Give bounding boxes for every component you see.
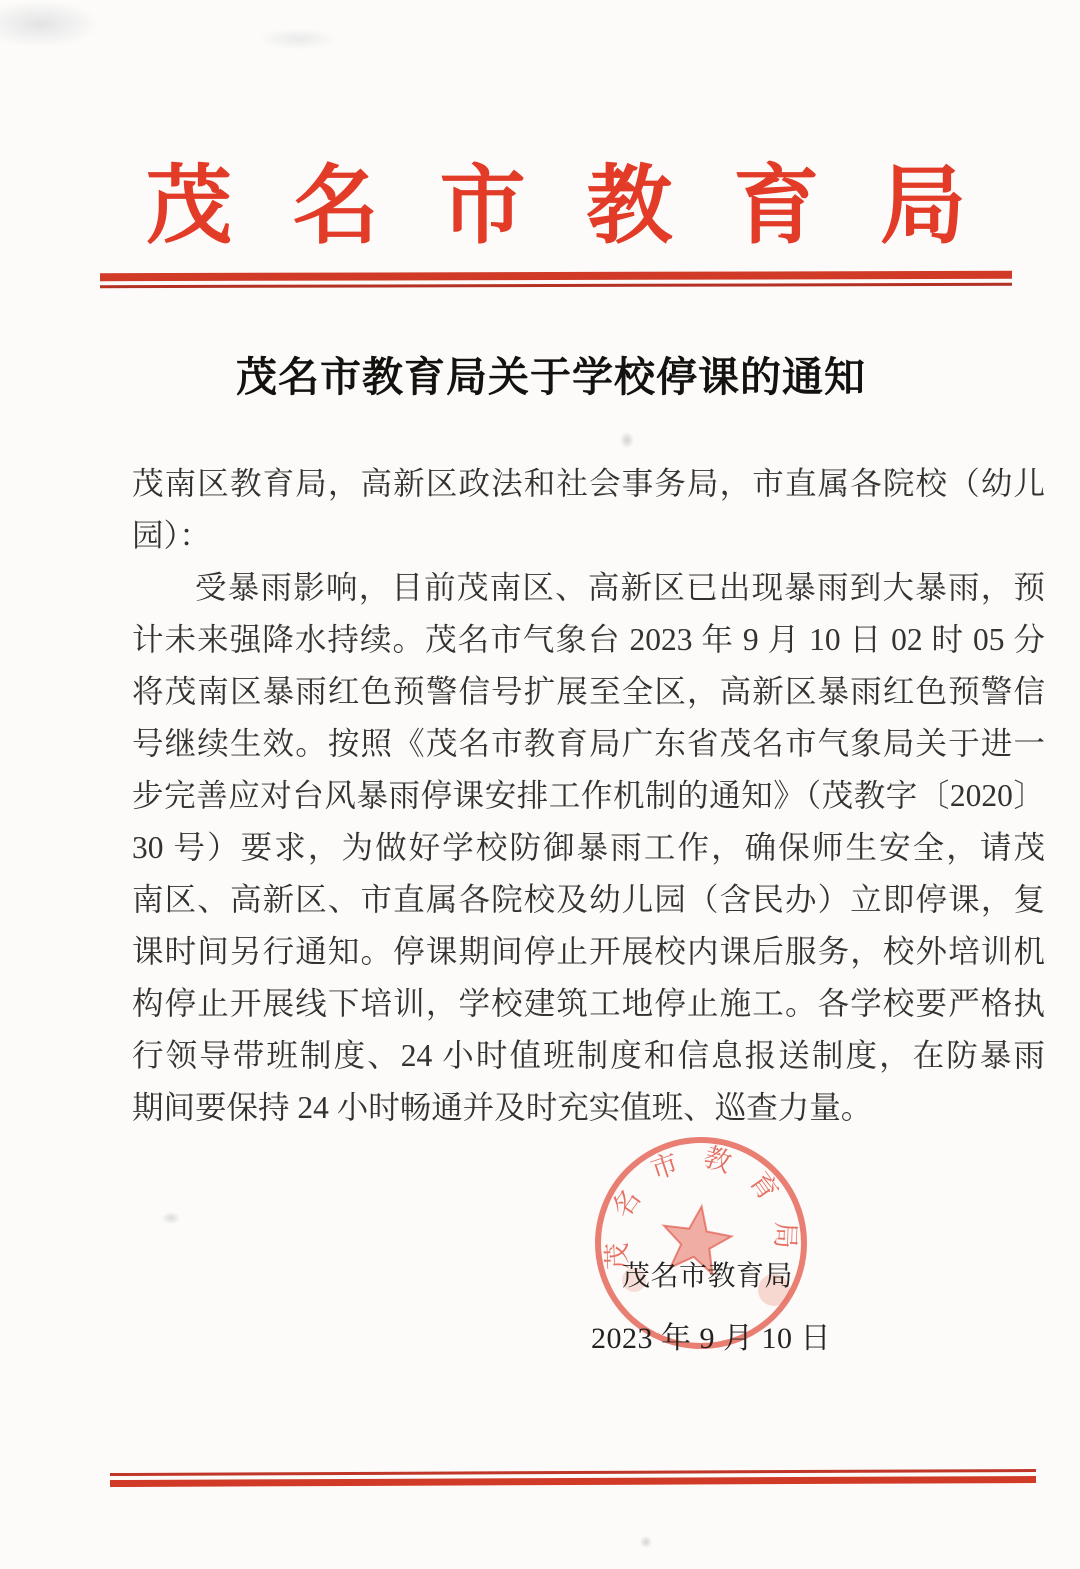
document-body — [132, 458, 1045, 1134]
letterhead-char: 教 — [586, 158, 673, 254]
scan-smudge — [620, 432, 634, 448]
body-line: 构停止开展线下培训，学校建筑工地停止施工。各学校要严格执 — [132, 986, 1045, 1021]
scan-smudge — [162, 1212, 180, 1224]
letterhead-char: 茂 — [146, 158, 232, 254]
footer-rule-thick — [110, 1476, 1036, 1487]
body-line: 将茂南区暴雨红色预警信号扩展至全区，高新区暴雨红色预警信 — [132, 674, 1045, 709]
body-line: 步完善应对台风暴雨停课安排工作机制的通知》（茂教字〔2020〕 — [132, 778, 1045, 813]
letterhead-agency-name — [146, 156, 966, 260]
footer-rule-thin — [110, 1469, 1036, 1476]
letterhead-char: 市 — [439, 158, 526, 254]
signature-agency: 茂名市教育局 — [622, 1261, 794, 1292]
body-line: 茂南区教育局，高新区政法和社会事务局，市直属各院校（幼儿 — [132, 466, 1045, 501]
letterhead-char: 局 — [879, 158, 966, 254]
body-line: 南区、高新区、市直属各院校及幼儿园（含民办）立即停课，复 — [132, 882, 1045, 917]
body-line: 期间要保持 24 小时畅通并及时充实值班、巡查力量。 — [132, 1090, 873, 1125]
body-line: 园）： — [132, 518, 211, 553]
document-title: 茂名市教育局关于学校停课的通知 — [236, 354, 866, 400]
scan-smudge — [0, 0, 100, 48]
header-rule-thick — [100, 271, 1012, 281]
body-line: 计未来强降水持续。茂名市气象台 2023 年 9 月 10 日 02 时 05 分 — [132, 622, 1045, 657]
header-rule-thin — [100, 283, 1012, 288]
letterhead-char: 名 — [292, 158, 379, 254]
letterhead-char: 育 — [733, 158, 820, 254]
body-line: 受暴雨影响，目前茂南区、高新区已出现暴雨到大暴雨，预 — [195, 570, 1045, 605]
body-line: 课时间另行通知。停课期间停止开展校内课后服务，校外培训机 — [132, 934, 1045, 969]
seal-ring-text: 茂名市教育局 — [601, 1141, 801, 1271]
scan-smudge — [640, 1536, 652, 1548]
scan-smudge — [258, 28, 338, 50]
body-line: 行领导带班制度、24 小时值班制度和信息报送制度，在防暴雨 — [132, 1038, 1045, 1073]
body-line: 30 号）要求，为做好学校防御暴雨工作，确保师生安全，请茂 — [132, 830, 1045, 865]
body-line: 号继续生效。按照《茂名市教育局广东省茂名市气象局关于进一 — [132, 726, 1045, 761]
signature-date: 2023 年 9 月 10 日 — [591, 1322, 831, 1355]
